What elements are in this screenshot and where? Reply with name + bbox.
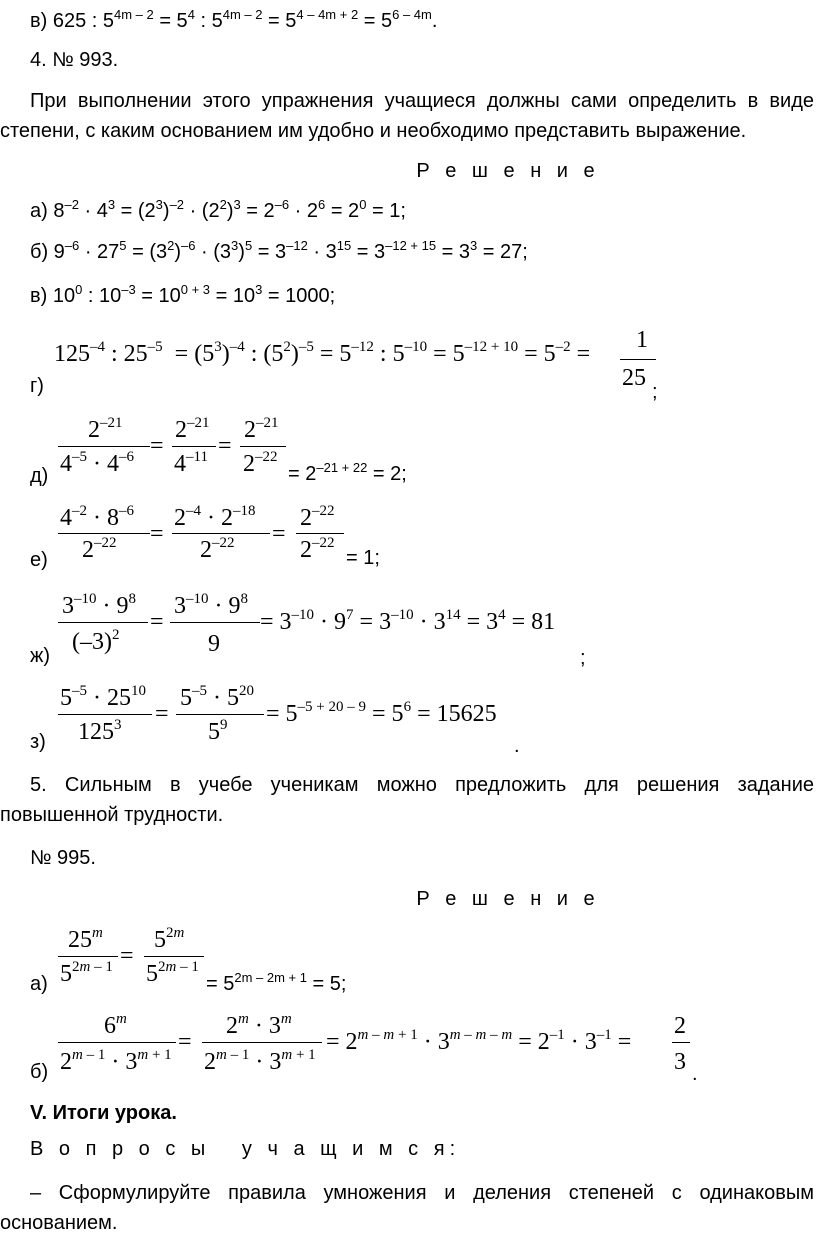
exercise2-b-tail: . xyxy=(692,1063,698,1085)
exercise2-a-bar2 xyxy=(144,956,204,957)
exercise-g-label: г) xyxy=(30,375,44,397)
line-v-625: в) 625 : $5^{4m - 2} = 5^4$ : $5^{4m - 2} = 5^{4 - 4m + 2} = 5^{6 - 4m}$. xyxy=(30,7,438,32)
question-1: – Сформулируйте правила умножения и деления степеней с одинаковым основанием. xyxy=(0,1182,814,1234)
section-5-heading: V. Итоги урока. xyxy=(30,1102,177,1124)
exercise-d-bar1 xyxy=(58,446,150,447)
exercise2-a-label: а) xyxy=(30,973,48,995)
exercise-d-tail: = $2^{-21 + 22} = 2$; xyxy=(288,460,407,485)
exercise2-b-result-num: 2 xyxy=(674,1013,686,1039)
exercise-zh-eq1: = xyxy=(150,609,164,635)
exercise-d-num3: $2^{-21}$ xyxy=(244,415,279,443)
exercise-zh-num1: $3^{-10} \cdot 9^8$ xyxy=(62,591,136,619)
exercise-d-den2: $4^{-11}$ xyxy=(174,449,208,477)
exercise-e-num3: $2^{-22}$ xyxy=(300,503,335,531)
exercise-a: а) $8^{-2} \cdot 4^3 = (2^3)^{-2} \cdot (2^2)^3 = 2^{-6} \cdot 2^6 = 2^0 = 1$; xyxy=(30,197,406,222)
exercise-g-fraction-bar xyxy=(620,359,656,360)
exercise2-b-result-bar xyxy=(672,1042,690,1043)
exercise-d-den1: $4^{-5} \cdot 4^{-6}$ xyxy=(60,449,134,477)
exercise-d-bar3 xyxy=(240,446,286,447)
item-4-heading: 4. № 993. xyxy=(30,49,119,71)
exercise-e-eq2: = xyxy=(272,521,286,547)
exercise-z-chain: = $5^{-5 + 20 - 9} = 5^6 = 15625$ xyxy=(266,699,497,727)
exercise-d-num1: $2^{-21}$ xyxy=(88,415,123,443)
exercise2-a-den1: $5^{2m - 1}$ xyxy=(60,959,113,987)
solution-heading-2: Р е ш е н и е xyxy=(416,888,600,910)
exercise-z-num2: $5^{-5} \cdot 5^{20}$ xyxy=(180,683,254,711)
exercise-z-eq1: = xyxy=(155,701,169,727)
exercise-zh-num2: $3^{-10} \cdot 9^8$ xyxy=(174,591,248,619)
exercise-e-eq1: = xyxy=(150,521,164,547)
exercise2-b-label: б) xyxy=(30,1061,49,1083)
exercise-g-formula: $125^{-4}$ : $25^{-5} = (5^3)^{-4}$ : $(5^2)^{-5} = 5^{-12}$ : $5^{-10} = 5^{-12 + 10} = 5^{-2}$ = xyxy=(54,339,591,367)
exercise-e-den2: $2^{-22}$ xyxy=(200,535,235,563)
exercise-e-num2: $2^{-4} \cdot 2^{-18}$ xyxy=(174,503,256,531)
exercise-e-num1: $4^{-2} \cdot 8^{-6}$ xyxy=(60,503,134,531)
exercise-g-tail: ; xyxy=(652,381,658,403)
questions-heading: В о п р о с ы у ч а щ и м с я: xyxy=(30,1138,461,1160)
exercise-g-numerator: 1 xyxy=(636,327,648,353)
exercise-z-den1: $125^3$ xyxy=(78,717,122,745)
exercise2-b-eq1: = xyxy=(178,1029,192,1055)
solution-heading-1: Р е ш е н и е xyxy=(416,160,600,182)
paragraph-instructions: При выполнении этого упражнения учащиеся должны сами определить в виде степени, с каким основанием им удобно и необходимо представить выражение. xyxy=(0,90,814,142)
exercise-e-den1: $2^{-22}$ xyxy=(82,535,117,563)
exercise-e-label: е) xyxy=(30,549,48,571)
exercise-d-den3: $2^{-22}$ xyxy=(243,449,278,477)
exercise-d-eq1: = xyxy=(150,433,164,459)
exercise-b: б) $9^{-6} \cdot 27^5 = (3^2)^{-6} \cdot (3^3)^5 = 3^{-12} \cdot 3^{15} = 3^{-12 + 15} = 3^3 = 27$; xyxy=(30,238,528,263)
exercise2-a-bar1 xyxy=(58,956,118,957)
exercise2-a-num2: $5^{2m}$ xyxy=(154,925,185,953)
exercise-zh-tail: ; xyxy=(580,647,586,669)
exercise2-b-den2: $2^{m - 1} \cdot 3^{m + 1}$ xyxy=(204,1047,316,1075)
exercise2-b-den1: $2^{m - 1} \cdot 3^{m + 1}$ xyxy=(60,1047,172,1075)
exercise-z-bar2 xyxy=(176,714,264,715)
exercise2-b-num2: $2^m \cdot 3^m$ xyxy=(226,1011,292,1039)
exercise-d-label: д) xyxy=(30,465,49,487)
exercise-z-num1: $5^{-5} \cdot 25^{10}$ xyxy=(60,683,146,711)
exercise-zh-bar1 xyxy=(58,622,148,623)
exercise-e-bar3 xyxy=(296,533,344,534)
exercise-e-tail: = 1; xyxy=(346,547,380,569)
exercise-e-bar1 xyxy=(58,533,150,534)
exercise-g-denominator: 25 xyxy=(622,365,646,391)
exercise2-a-num1: 25$^m$ xyxy=(68,925,103,953)
exercise-v: в) $10^0$ : $10^{-3} = 10^{0 + 3} = 10^3 = 1000$; xyxy=(30,282,336,307)
item-5-paragraph: 5. Сильным в учебе ученикам можно предложить для решения задание повышенной трудности. xyxy=(0,774,814,826)
exercise-d-eq2: = xyxy=(218,433,232,459)
exercise2-b-bar1 xyxy=(58,1042,176,1043)
exercise-d-num2: $2^{-21}$ xyxy=(175,415,210,443)
exercise2-b-chain: = $2^{m - m + 1} \cdot 3^{m - m - m} = 2^{-1} \cdot 3^{-1}$ = xyxy=(326,1027,632,1055)
exercise-zh-bar2 xyxy=(170,622,260,623)
exercise-z-bar1 xyxy=(58,714,152,715)
exercise-e-bar2 xyxy=(172,533,270,534)
exercise-zh-den2: 9 xyxy=(208,631,220,657)
item-995-heading: № 995. xyxy=(30,847,96,869)
exercise2-b-result-den: 3 xyxy=(674,1049,686,1075)
exercise-z-den2: $5^9$ xyxy=(208,717,228,745)
exercise2-a-eq1: = xyxy=(120,943,134,969)
exercise2-b-bar2 xyxy=(202,1042,322,1043)
exercise-zh-label: ж) xyxy=(30,645,51,667)
exercise-e-den3: $2^{-22}$ xyxy=(300,535,335,563)
exercise-d-bar2 xyxy=(172,446,216,447)
exercise-z-tail: . xyxy=(514,735,520,757)
exercise2-a-tail: = $5^{2m - 2m + 1} = 5$; xyxy=(206,970,347,995)
exercise2-a-den2: $5^{2m - 1}$ xyxy=(146,959,199,987)
exercise-zh-den1: $(-3)^2$ xyxy=(72,627,120,655)
exercise-z-label: з) xyxy=(30,731,46,753)
exercise-zh-chain: = $3^{-10} \cdot 9^7 = 3^{-10} \cdot 3^{14} = 3^4 = 81$ xyxy=(260,607,556,635)
exercise2-b-num1: 6$^m$ xyxy=(104,1011,127,1039)
